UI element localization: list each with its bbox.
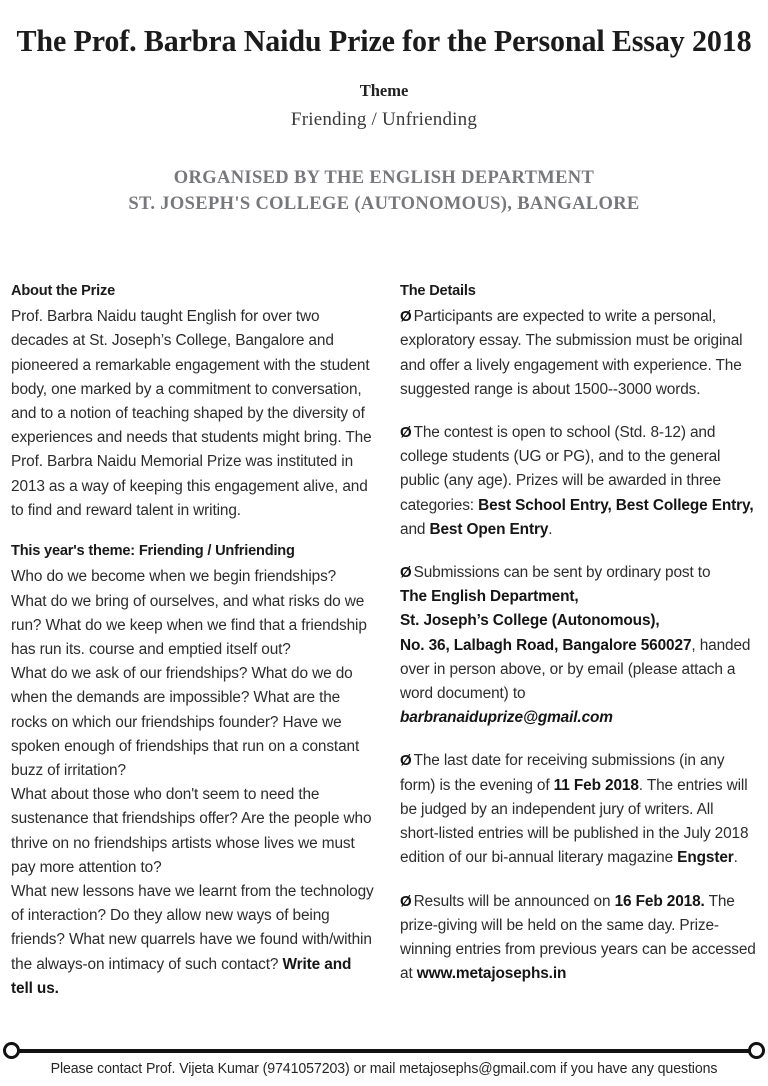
detail-conjunction: and [400, 520, 430, 538]
detail-text: Participants are expected to write a personal, exploratory essay. The submission must be original and offer a lively engagement with experience. The suggested range is about 1500--3000 words. [400, 308, 743, 398]
spacer [11, 523, 374, 542]
submission-after-address: , handed over in person above, or by email (please attach a word document) to [400, 636, 751, 703]
results-text-end: The prize-giving will be held on the same day. Prize-winning entries from previous years can be accessed at [400, 892, 756, 983]
bullet-icon: Ø [400, 892, 412, 910]
footer-contact-text: Please contact Prof. Vijeta Kumar (9741057203) or mail metajosephs@gmail.com if you have any questions [50, 1061, 718, 1077]
theme-paragraph-4-text: What new lessons have we learnt from the technology of interaction? Do they allow new ways of being friends? What new quarrels have we found with/within the always-on intimacy of such contact? [11, 882, 374, 973]
address-line-2: St. Joseph’s College (Autonomous), [400, 612, 660, 630]
theme-paragraph-3: What about those who don't seem to need the sustenance that friendships offer? Are the people who thrive on no friendships artists whose lives we must pay more attention to? [11, 786, 372, 876]
page-title: The Prof. Barbra Naidu Prize for the Personal Essay 2018 [16, 24, 752, 58]
theme-label: Theme [359, 81, 409, 101]
detail-bullet-deadline-and-jury [400, 749, 756, 870]
the-details-heading: The Details [400, 283, 476, 299]
results-date: 16 Feb 2018. [614, 892, 705, 910]
theme-paragraph-1: Who do we become when we begin friendships? What do we bring of ourselves, and what risks do we run? What do we keep when we find that a friendship has run its. course and emptied itself out? [11, 568, 367, 658]
results-text: Results will be announced on [413, 892, 615, 910]
bullet-icon: Ø [400, 424, 412, 442]
detail-bullet-eligibility-and-categories [400, 421, 756, 542]
footer-divider [18, 1049, 750, 1053]
organiser-line-2: ST. JOSEPH'S COLLEGE (AUTONOMOUS), BANGALORE [128, 194, 640, 215]
theme-block [10, 80, 758, 133]
circle-endcap-right-icon [748, 1042, 765, 1059]
detail-text-end: . [548, 520, 553, 538]
this-years-theme-heading: This year's theme: Friending / Unfriending [11, 543, 295, 560]
magazine-name: Engster [677, 849, 734, 867]
right-column [390, 282, 768, 986]
content-columns [0, 282, 768, 1001]
theme-paragraph-2: What do we ask of our friendships? What do we do when the demands are impossible? What are the rocks on which our friendships founder? Have we spoken enough of friendships that run on a constant buzz of irritation? [11, 665, 360, 779]
category-open: Best Open Entry [429, 520, 549, 538]
about-the-prize-heading: About the Prize [11, 283, 116, 299]
website-link[interactable]: www.metajosephs.in [416, 965, 567, 983]
submission-intro: Submissions can be sent by ordinary post to [413, 564, 711, 582]
category-school-and-college: Best School Entry, Best College Entry, [478, 496, 754, 514]
theme-paragraph-4 [11, 880, 374, 1001]
detail-bullet-submission-requirements [400, 305, 756, 402]
about-the-prize-body: Prof. Barbra Naidu taught English for over two decades at St. Joseph’s College, Bangalore and pioneered a remarkable engagement with the student body, one marked by a commitment to conversation, and to a notion of teaching shaped by the diversity of experiences and needs that students might bring. The Prof. Barbra Naidu Memorial Prize was instituted in 2013 as a way of keeping this engagement alive, and to find and reward talent in writing. [11, 308, 372, 519]
jury-text-end: . [733, 849, 738, 867]
detail-bullet-results-announcement [400, 890, 756, 987]
detail-text: The contest is open to school (Std. 8-12) and college students (UG or PG), and to the general public (any age). Prizes will be awarded in three categories: [400, 424, 721, 514]
bullet-icon: Ø [400, 308, 412, 326]
deadline-text: The last date for receiving submissions (in any form) is the evening of [400, 752, 725, 794]
call-to-action: Write and tell us. [11, 955, 352, 997]
bullet-icon: Ø [400, 752, 412, 770]
left-column [0, 282, 390, 1001]
bullet-icon: Ø [400, 564, 412, 582]
theme-value: Friending / Unfriending [290, 108, 478, 130]
organiser-line-1: ORGANISED BY THE ENGLISH DEPARTMENT [173, 168, 595, 189]
detail-bullet-how-to-submit [400, 561, 756, 730]
submission-email-address[interactable]: barbranaiduprize@gmail.com [400, 709, 613, 727]
masthead [0, 0, 768, 218]
jury-text: . The entries will be judged by an independent jury of writers. All short-listed entries will be published in the July 2018 edition of our bi-annual literary magazine [400, 776, 749, 867]
address-line-3: No. 36, Lalbagh Road, Bangalore 560027 [400, 636, 692, 654]
organiser-block [10, 165, 758, 218]
footer [0, 1040, 768, 1086]
deadline-date: 11 Feb 2018 [553, 776, 639, 794]
address-line-1: The English Department, [400, 588, 579, 606]
circle-endcap-left-icon [3, 1042, 20, 1059]
